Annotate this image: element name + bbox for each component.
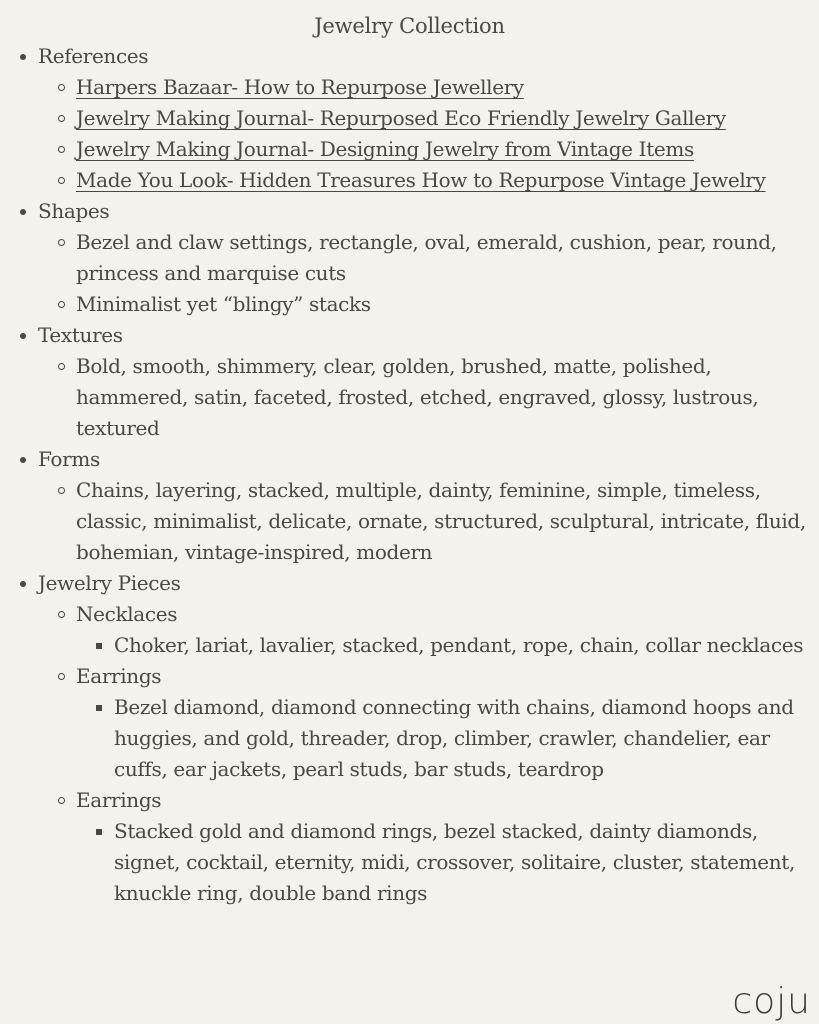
section-label: References (38, 44, 149, 68)
section-forms (0, 444, 819, 568)
list-item (0, 165, 819, 196)
item-text: Stacked gold and diamond rings, bezel stacked, dainty diamonds, signet, cocktail, eternity, midi, crossover, solitaire, cluster, statement, knuckle ring, double band rings (114, 819, 795, 905)
circle-bullet (58, 363, 65, 370)
circle-bullet (58, 673, 65, 680)
item-text: Choker, lariat, lavalier, stacked, pendant, rope, chain, collar necklaces (114, 633, 804, 657)
circle-bullet (58, 115, 65, 122)
textures-list (38, 351, 819, 444)
section-textures (0, 320, 819, 444)
list-item (0, 72, 819, 103)
circle-bullet (58, 611, 65, 618)
list-item (0, 134, 819, 165)
circle-bullet (58, 177, 65, 184)
list-item (0, 661, 819, 785)
circle-bullet (58, 487, 65, 494)
necklaces-list (76, 630, 819, 661)
list-item (0, 692, 819, 785)
circle-bullet (58, 146, 65, 153)
square-bullet (96, 829, 102, 835)
section-label: Shapes (38, 199, 110, 223)
item-text: Bold, smooth, shimmery, clear, golden, brushed, matte, polished, hammered, satin, faceted, frosted, etched, engraved, glossy, lustrous, textured (76, 354, 759, 440)
disc-bullet (20, 209, 26, 215)
brand-logo: coju (732, 981, 811, 1022)
group-label: Earrings (76, 664, 162, 688)
section-label: Textures (38, 323, 123, 347)
section-label: Forms (38, 447, 100, 471)
item-text: Bezel diamond, diamond connecting with chains, diamond hoops and huggies, and gold, threader, drop, climber, crawler, chandelier, ear cuffs, ear jackets, pearl studs, bar studs, teardrop (114, 695, 794, 781)
reference-link[interactable]: Harpers Bazaar- How to Repurpose Jewellery (76, 75, 524, 99)
page-title: Jewelry Collection (314, 14, 505, 38)
square-bullet (96, 643, 102, 649)
group-label: Earrings (76, 788, 162, 812)
disc-bullet (20, 54, 26, 60)
circle-bullet (58, 301, 65, 308)
section-references (0, 41, 819, 196)
list-item (0, 599, 819, 661)
section-label: Jewelry Pieces (38, 571, 181, 595)
disc-bullet (20, 333, 26, 339)
rings-list (76, 816, 819, 909)
reference-link[interactable]: Made You Look- Hidden Treasures How to Repurpose Vintage Jewelry (76, 168, 766, 192)
item-text: Bezel and claw settings, rectangle, oval, emerald, cushion, pear, round, princess and marquise cuts (76, 230, 777, 285)
list-item (0, 289, 819, 320)
reference-link[interactable]: Jewelry Making Journal- Repurposed Eco Friendly Jewelry Gallery (76, 106, 726, 130)
shapes-list (38, 227, 819, 320)
disc-bullet (20, 457, 26, 463)
earrings-list (76, 692, 819, 785)
references-list (38, 72, 819, 196)
top-level-list (0, 41, 819, 909)
list-item (0, 227, 819, 289)
list-item (0, 816, 819, 909)
item-text: Chains, layering, stacked, multiple, dainty, feminine, simple, timeless, classic, minimalist, delicate, ornate, structured, sculptural, intricate, fluid, bohemian, vintage-inspired, modern (76, 478, 806, 564)
circle-bullet (58, 84, 65, 91)
forms-list (38, 475, 819, 568)
section-shapes (0, 196, 819, 320)
pieces-list (38, 599, 819, 909)
list-item (0, 785, 819, 909)
list-item (0, 351, 819, 444)
reference-link[interactable]: Jewelry Making Journal- Designing Jewelry from Vintage Items (76, 137, 694, 161)
list-item (0, 475, 819, 568)
section-jewelry-pieces (0, 568, 819, 909)
group-label: Necklaces (76, 602, 178, 626)
outline (0, 41, 819, 909)
list-item (0, 630, 819, 661)
disc-bullet (20, 581, 26, 587)
list-item (0, 103, 819, 134)
item-text: Minimalist yet “blingy” stacks (76, 292, 371, 316)
square-bullet (96, 705, 102, 711)
circle-bullet (58, 239, 65, 246)
circle-bullet (58, 797, 65, 804)
